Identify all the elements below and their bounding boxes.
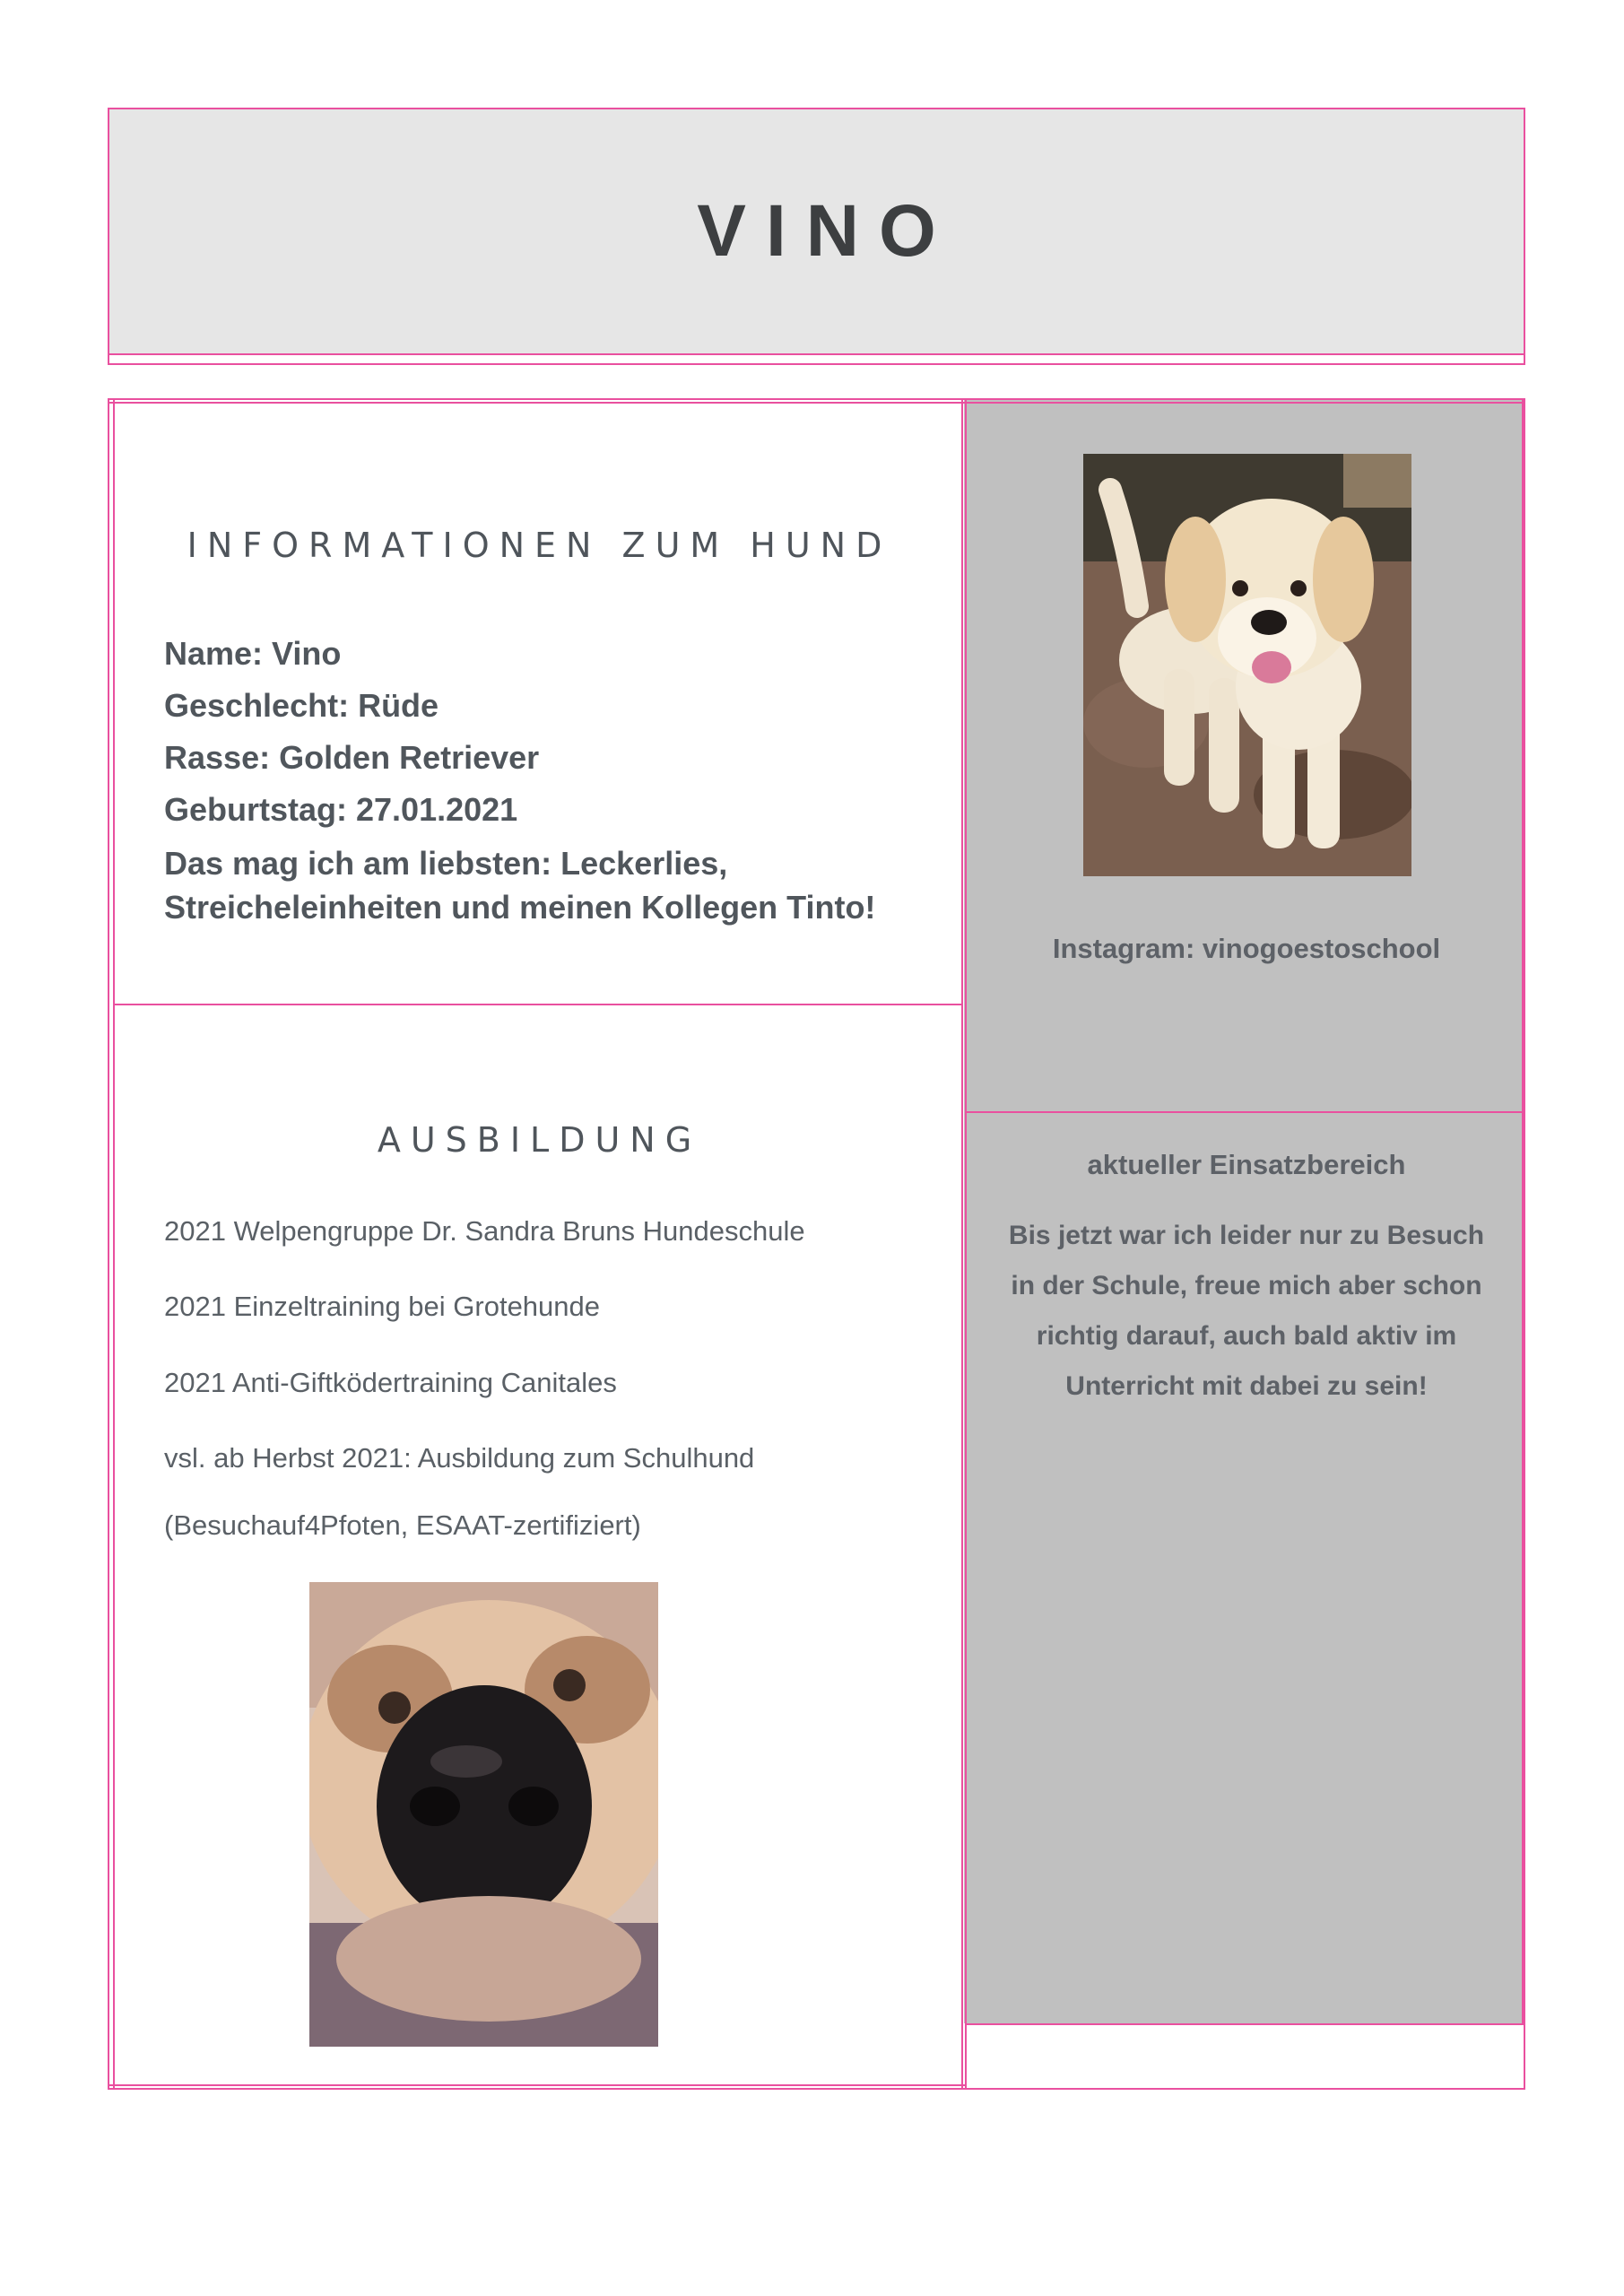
page-title: VINO [697,190,956,272]
info-name: Name: Vino [164,635,342,672]
info-favorites-line1: Das mag ich am liebsten: Leckerlies, [164,845,728,882]
info-geburtstag: Geburtstag: 27.01.2021 [164,791,518,828]
training-item: vsl. ab Herbst 2021: Ausbildung zum Schulhund [164,1442,755,1474]
training-item: 2021 Welpengruppe Dr. Sandra Bruns Hundeschule [164,1215,805,1247]
puppy-photo [1083,454,1411,876]
training-item: 2021 Einzeltraining bei Grotehunde [164,1291,601,1322]
training-heading: AUSBILDUNG [377,1120,702,1160]
info-geschlecht: Geschlecht: Rüde [164,687,439,724]
nose-photo [309,1582,658,2047]
info-rasse: Rasse: Golden Retriever [164,739,540,776]
instagram-handle: Instagram: vinogoestoschool [1052,933,1441,964]
info-favorites-line2: Streicheleinheiten und meinen Kollegen Tinto! [164,889,876,926]
title-banner [109,109,1524,353]
training-item: (Besuchauf4Pfoten, ESAAT-zertifiziert) [164,1509,641,1541]
einsatz-text: Bis jetzt war ich leider nur zu Besuch in der Schule, freue mich aber schon richtig darauf, auch bald aktiv im Unterricht mit dabei zu sein! [1008,1221,1485,1401]
dog-info-list [164,628,944,929]
training-item: 2021 Anti-Giftködertraining Canitales [164,1367,617,1398]
info-heading: INFORMATIONEN ZUM HUND [187,526,892,565]
einsatz-title: aktueller Einsatzbereich [1087,1149,1406,1180]
